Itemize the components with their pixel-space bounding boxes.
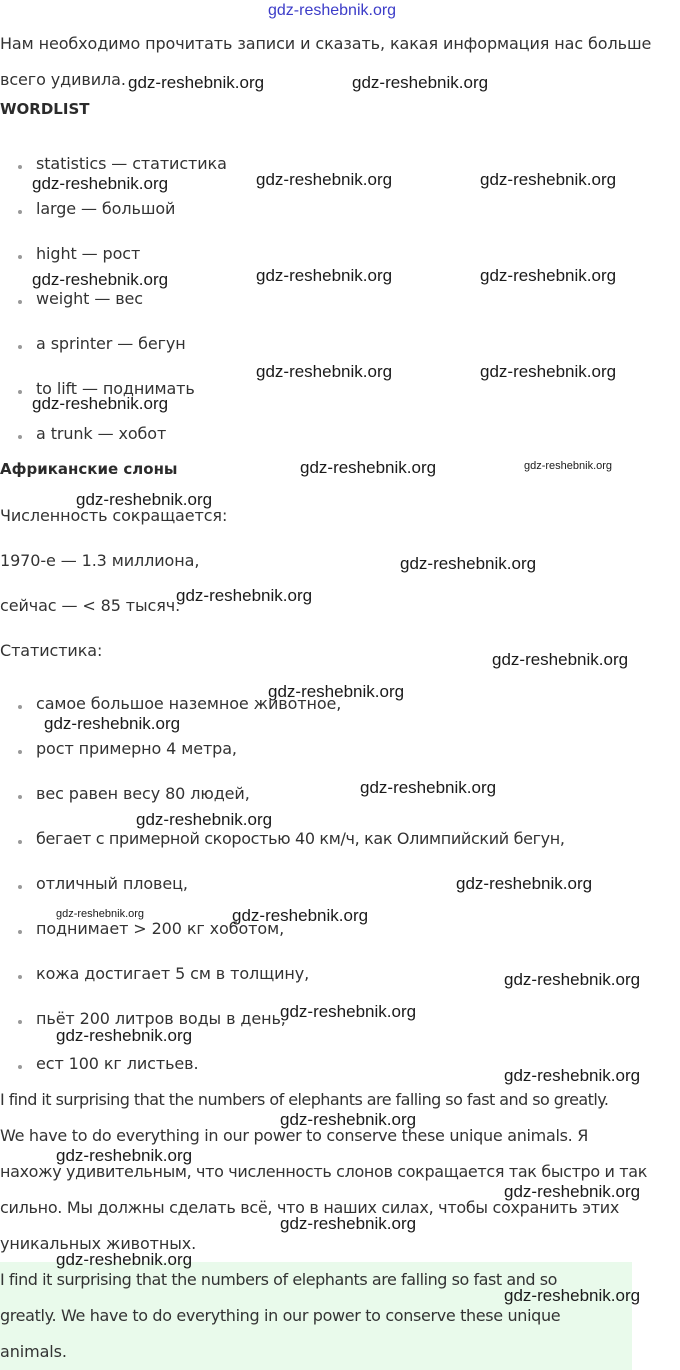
bullet-dot	[18, 930, 22, 934]
stats-item: ест 100 кг листьев.	[36, 1054, 199, 1073]
section-title: Африканские слоны	[0, 460, 178, 478]
wordlist-item: a trunk — хобот	[36, 424, 167, 443]
bullet-dot	[18, 345, 22, 349]
highlight-line: I find it surprising that the numbers of elephants are falling so fast and so	[0, 1270, 557, 1289]
stats-item: поднимает > 200 кг хоботом,	[36, 919, 285, 938]
watermark: gdz-reshebnik.org	[256, 170, 393, 189]
bullet-dot	[18, 840, 22, 844]
bullet-dot	[18, 165, 22, 169]
bullet-dot	[18, 885, 22, 889]
watermark: gdz-reshebnik.org	[268, 682, 405, 701]
watermark: gdz-reshebnik.org	[352, 73, 489, 92]
watermark-top: gdz-reshebnik.org	[268, 2, 397, 19]
numbers-heading: Численность сокращается:	[0, 506, 228, 525]
answer-line: We have to do everything in our power to conserve these unique animals. Я	[0, 1126, 589, 1145]
watermark: gdz-reshebnik.org	[56, 1146, 193, 1165]
wordlist-item: large — большой	[36, 199, 176, 218]
watermark: gdz-reshebnik.org	[480, 170, 617, 189]
watermark: gdz-reshebnik.org	[280, 1002, 417, 1021]
watermark: gdz-reshebnik.org	[504, 970, 641, 989]
highlight-line: greatly. We have to do everything in our power to conserve these unique	[0, 1306, 561, 1325]
watermark: gdz-reshebnik.org	[256, 362, 393, 381]
bullet-dot	[18, 1065, 22, 1069]
watermark: gdz-reshebnik.org	[400, 554, 537, 573]
watermark: gdz-reshebnik.org	[480, 362, 617, 381]
stats-item: кожа достигает 5 см в толщину,	[36, 964, 310, 983]
bullet-dot	[18, 705, 22, 709]
wordlist-item: a sprinter — бегун	[36, 334, 186, 353]
watermark: gdz-reshebnik.org	[56, 1250, 193, 1269]
watermark: gdz-reshebnik.org	[524, 460, 613, 472]
watermark: gdz-reshebnik.org	[176, 586, 313, 605]
intro-text-2: всего удивила.	[0, 70, 126, 89]
wordlist-item: hight — рост	[36, 244, 141, 263]
intro-text: Нам необходимо прочитать записи и сказать, какая информация нас больше	[0, 34, 652, 53]
highlight-line: animals.	[0, 1342, 67, 1361]
answer-line: I find it surprising that the numbers of elephants are falling so fast and so greatly.	[0, 1090, 609, 1109]
watermark: gdz-reshebnik.org	[480, 266, 617, 285]
bullet-dot	[18, 300, 22, 304]
answer-line: сильно. Мы должны сделать всё, что в наших силах, чтобы сохранить этих	[0, 1198, 620, 1217]
watermark: gdz-reshebnik.org	[56, 1026, 193, 1045]
stats-item: вес равен весу 80 людей,	[36, 784, 250, 803]
watermark: gdz-reshebnik.org	[32, 394, 169, 413]
bullet-dot	[18, 795, 22, 799]
watermark: gdz-reshebnik.org	[360, 778, 497, 797]
watermark: gdz-reshebnik.org	[504, 1182, 641, 1201]
watermark: gdz-reshebnik.org	[76, 490, 213, 509]
bullet-dot	[18, 210, 22, 214]
watermark: gdz-reshebnik.org	[504, 1286, 641, 1305]
answer-line: нахожу удивительным, что численность слонов сокращается так быстро и так	[0, 1162, 648, 1181]
watermark: gdz-reshebnik.org	[32, 270, 169, 289]
stats-item: бегает с примерной скоростью 40 км/ч, как Олимпийский бегун,	[36, 829, 565, 848]
stats-item: пьёт 200 литров воды в день,	[36, 1009, 286, 1028]
stats-item: самое большое наземное животное,	[36, 694, 342, 713]
stats-item: отличный пловец,	[36, 874, 188, 893]
bullet-dot	[18, 975, 22, 979]
watermark: gdz-reshebnik.org	[128, 73, 265, 92]
wordlist-item: to lift — поднимать	[36, 379, 195, 398]
watermark: gdz-reshebnik.org	[492, 650, 629, 669]
watermark: gdz-reshebnik.org	[504, 1066, 641, 1085]
watermark: gdz-reshebnik.org	[56, 908, 145, 920]
watermark: gdz-reshebnik.org	[280, 1214, 417, 1233]
watermark: gdz-reshebnik.org	[300, 458, 437, 477]
stats-item: рост примерно 4 метра,	[36, 739, 237, 758]
watermark: gdz-reshebnik.org	[32, 174, 169, 193]
answer-line: уникальных животных.	[0, 1234, 197, 1253]
wordlist-item: statistics — статистика	[36, 154, 227, 173]
watermark: gdz-reshebnik.org	[136, 810, 273, 829]
numbers-1970: 1970-е — 1.3 миллиона,	[0, 551, 200, 570]
wordlist-title: WORDLIST	[0, 100, 90, 118]
watermark: gdz-reshebnik.org	[256, 266, 393, 285]
wordlist-item: weight — вес	[36, 289, 143, 308]
watermark: gdz-reshebnik.org	[280, 1110, 417, 1129]
watermark: gdz-reshebnik.org	[232, 906, 369, 925]
bullet-dot	[18, 1020, 22, 1024]
watermark: gdz-reshebnik.org	[456, 874, 593, 893]
bullet-dot	[18, 390, 22, 394]
watermark: gdz-reshebnik.org	[44, 714, 181, 733]
bullet-dot	[18, 255, 22, 259]
stats-heading: Статистика:	[0, 641, 103, 660]
bullet-dot	[18, 750, 22, 754]
bullet-dot	[18, 435, 22, 439]
numbers-now: сейчас — < 85 тысяч.	[0, 596, 181, 615]
